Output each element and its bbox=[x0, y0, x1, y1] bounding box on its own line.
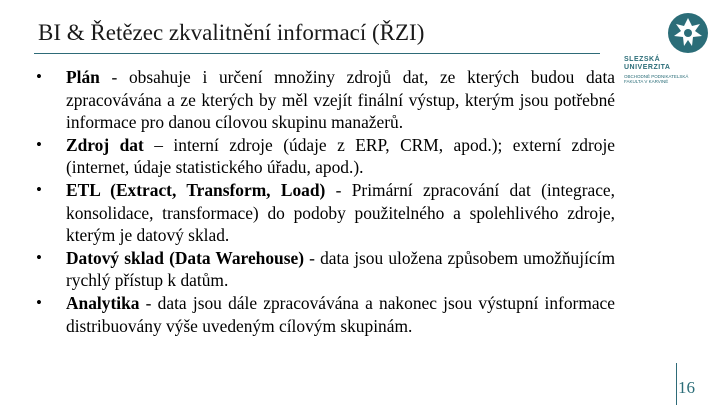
bullet-item-analytics bbox=[30, 292, 615, 337]
bullet-term: Datový sklad (Data Warehouse) bbox=[66, 247, 304, 268]
bullet-icon: • bbox=[36, 292, 42, 312]
footer-divider bbox=[676, 363, 677, 405]
bullet-term: ETL (Extract, Transform, Load) bbox=[66, 179, 326, 200]
title-divider bbox=[34, 53, 600, 54]
bullet-icon: • bbox=[36, 179, 42, 199]
university-emblem-icon bbox=[666, 12, 710, 54]
page-number: 16 bbox=[678, 378, 695, 397]
university-logo bbox=[622, 12, 714, 88]
bullet-list bbox=[30, 66, 615, 337]
bullet-text: - data jsou uložena způsobem umožňujícím rychlý přístup k datům. bbox=[66, 247, 615, 291]
bullet-term: Zdroj dat bbox=[66, 134, 144, 155]
logo-text: SLEZSKÁ UNIVERZITA bbox=[624, 56, 671, 71]
logo-subtext: OBCHODNĚ PODNIKATELSKÁ FAKULTA V KARVINÉ bbox=[624, 74, 689, 84]
bullet-item-data-warehouse bbox=[30, 247, 615, 292]
slide-title: BI & Řetězec zkvalitnění informací (ŘZI) bbox=[38, 20, 425, 45]
bullet-term: Plán bbox=[66, 67, 100, 87]
bullet-icon: • bbox=[36, 67, 42, 86]
bullet-icon: • bbox=[36, 247, 42, 267]
bullet-item-data-source bbox=[30, 134, 615, 179]
bullet-text: - Primární zpracování dat (integrace, konsolidace, transformace) do podoby použitelného a spolehlivého zdroje, kterým je datový sklad. bbox=[66, 179, 615, 246]
bullet-item-plan bbox=[30, 66, 615, 134]
bullet-text: - data jsou dále zpracovávána a nakonec jsou výstupní informace distribuovány výše uvedeným cílovým skupinám. bbox=[66, 292, 615, 336]
bullet-item-etl bbox=[30, 179, 615, 247]
bullet-icon: • bbox=[36, 134, 42, 154]
bullet-text: - obsahuje i určení množiny zdrojů dat, ze kterých budou data zpracovávána a ze kterých by měl vzejít finální výstup, kterým jsou potřebné informace pro danou cílovou skupinu manažerů. bbox=[66, 67, 615, 133]
bullet-term: Analytika bbox=[66, 292, 140, 313]
bullet-text: – interní zdroje (údaje z ERP, CRM, apod.); externí zdroje (internet, údaje statistického úřadu, apod.). bbox=[66, 134, 615, 178]
